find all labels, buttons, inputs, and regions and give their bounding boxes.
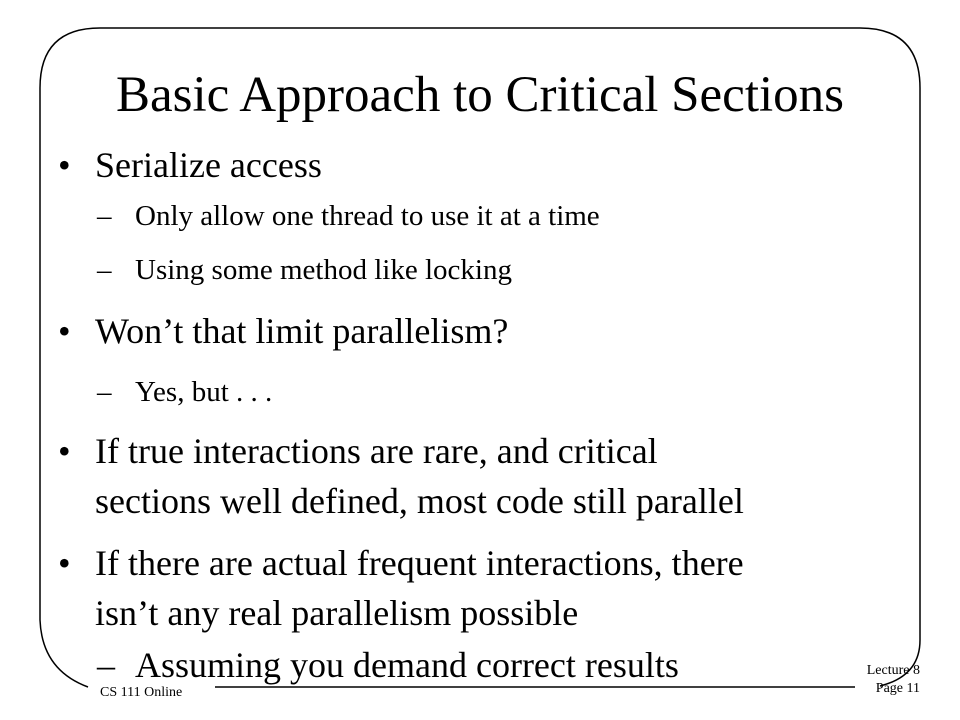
footer-course: CS 111 Online bbox=[100, 685, 183, 700]
item-text bbox=[135, 640, 679, 690]
item-text bbox=[95, 140, 322, 190]
item-text-line: Won’t that limit parallelism? bbox=[95, 311, 509, 351]
dash-marker: – bbox=[97, 254, 112, 286]
item-text-line: Yes, but . . . bbox=[135, 376, 273, 408]
item-text bbox=[135, 250, 512, 290]
item-text-line: If there are actual frequent interactions, there bbox=[95, 543, 744, 583]
item-text-line: Only allow one thread to use it at a time bbox=[135, 200, 600, 232]
footer-page-info bbox=[850, 662, 920, 698]
item-text-line: sections well defined, most code still parallel bbox=[95, 481, 744, 521]
slide-title: Basic Approach to Critical Sections bbox=[115, 67, 845, 123]
item-text-line: Assuming you demand correct results bbox=[135, 645, 679, 685]
dash-marker: – bbox=[97, 200, 112, 232]
item-text bbox=[95, 538, 744, 638]
dash-marker: – bbox=[97, 645, 115, 685]
item-text bbox=[135, 196, 600, 236]
item-text-line: If true interactions are rare, and critical bbox=[95, 431, 658, 471]
item-text bbox=[95, 426, 744, 526]
item-text-line: isn’t any real parallelism possible bbox=[95, 593, 579, 633]
item-text bbox=[95, 306, 508, 356]
bullet-marker: • bbox=[58, 543, 71, 583]
bullet-marker: • bbox=[58, 431, 71, 471]
item-text bbox=[135, 372, 272, 412]
footer-lecture: Lecture 8 bbox=[866, 663, 920, 678]
item-text-line: Serialize access bbox=[95, 145, 322, 185]
bullet-marker: • bbox=[58, 145, 71, 185]
bullet-marker: • bbox=[58, 311, 71, 351]
item-text-line: Using some method like locking bbox=[135, 254, 512, 286]
footer-page: Page 11 bbox=[875, 681, 920, 696]
dash-marker: – bbox=[97, 376, 112, 408]
